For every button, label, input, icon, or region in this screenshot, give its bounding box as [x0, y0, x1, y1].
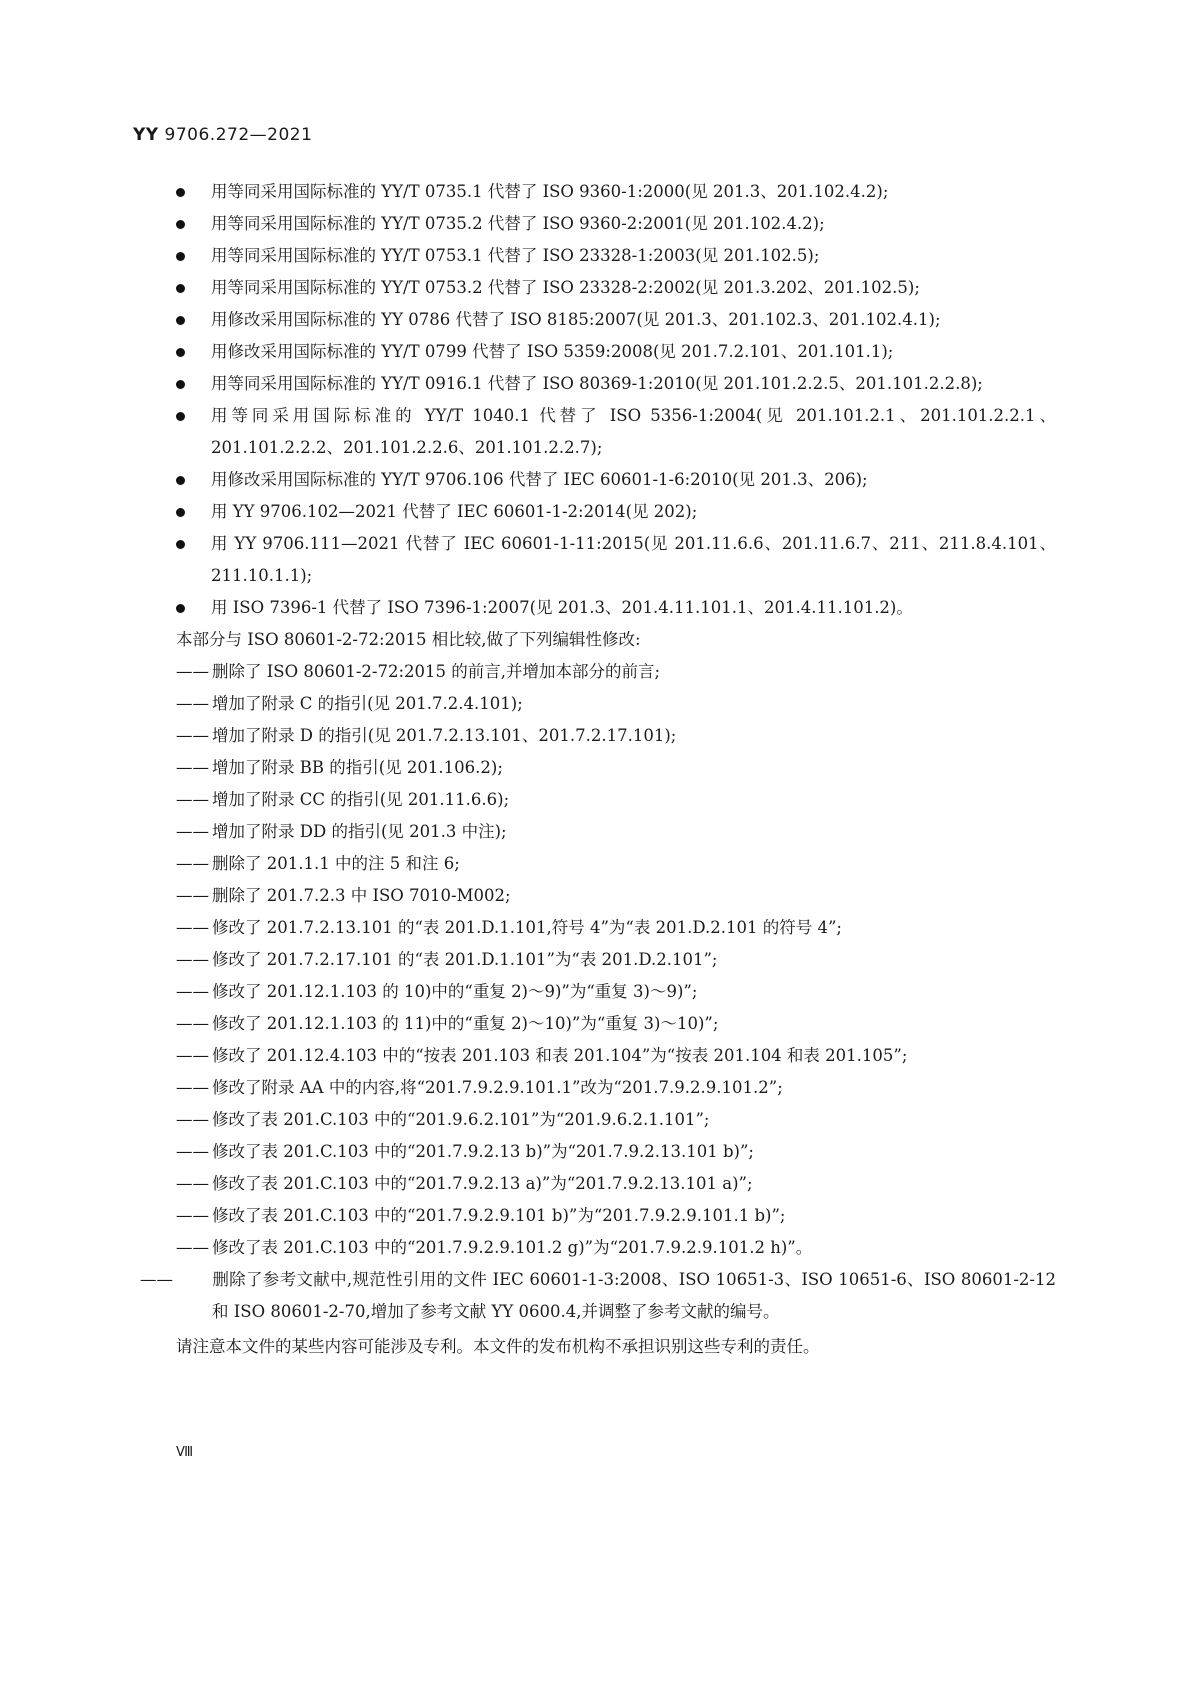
bullet-icon: [176, 412, 185, 421]
list-item: 用等同采用国际标准的 YY/T 1040.1 代替了 ISO 5356-1:2004(见 201.101.2.1、201.101.2.2.1、201.101.2.2.2、201.101.2.2.6、201.101.2.2.7);: [176, 400, 1056, 464]
list-item: —— 修改了表 201.C.103 中的“201.7.9.2.9.101 b)”为“201.7.9.2.9.101.1 b)”;: [176, 1200, 1056, 1232]
dash-mark: ——: [176, 950, 209, 969]
list-item: —— 修改了表 201.C.103 中的“201.9.6.2.101”为“201.9.6.2.1.101”;: [176, 1104, 1056, 1136]
bullet-icon: [176, 540, 185, 549]
page-body: [140, 176, 1056, 1364]
editorial-changes-list: [140, 656, 1056, 1328]
changes-intro: 本部分与 ISO 80601-2-72:2015 相比较,做了下列编辑性修改:: [176, 630, 641, 649]
bullet-icon: [176, 284, 185, 293]
bullet-icon: [176, 316, 185, 325]
dash-mark: ——: [176, 1014, 209, 1033]
dash-mark: ——: [176, 758, 209, 777]
dash-mark: ——: [176, 694, 209, 713]
list-item: —— 修改了附录 AA 中的内容,将“201.7.9.2.9.101.1”改为“201.7.9.2.9.101.2”;: [176, 1072, 1056, 1104]
dash-mark: ——: [176, 1078, 209, 1097]
list-item: —— 删除了 201.7.2.3 中 ISO 7010-M002;: [176, 880, 1056, 912]
list-item: —— 删除了参考文献中,规范性引用的文件 IEC 60601-1-3:2008、ISO 10651-3、ISO 10651-6、ISO 80601-2-12和 ISO 80601-2-70,增加了参考文献 YY 0600.4,并调整了参考文献的编号。: [176, 1264, 1056, 1328]
list-item: —— 增加了附录 DD 的指引(见 201.3 中注);: [176, 816, 1056, 848]
list-item: —— 增加了附录 D 的指引(见 201.7.2.13.101、201.7.2.17.101);: [176, 720, 1056, 752]
dash-mark: ——: [176, 886, 209, 905]
list-item: 用 ISO 7396-1 代替了 ISO 7396-1:2007(见 201.3、201.4.11.101.1、201.4.11.101.2)。: [176, 592, 1056, 624]
dash-mark: ——: [176, 726, 209, 745]
list-item: —— 修改了表 201.C.103 中的“201.7.9.2.13 a)”为“201.7.9.2.13.101 a)”;: [176, 1168, 1056, 1200]
list-item: —— 修改了 201.12.1.103 的 10)中的“重复 2)～9)”为“重复 3)～9)”;: [176, 976, 1056, 1008]
list-item: —— 修改了 201.12.1.103 的 11)中的“重复 2)～10)”为“重复 3)～10)”;: [176, 1008, 1056, 1040]
list-item: 用等同采用国际标准的 YY/T 0735.2 代替了 ISO 9360-2:2001(见 201.102.4.2);: [176, 208, 1056, 240]
list-item: —— 删除了 ISO 80601-2-72:2015 的前言,并增加本部分的前言;: [176, 656, 1056, 688]
dash-mark: ——: [176, 822, 209, 841]
list-item: —— 修改了 201.7.2.17.101 的“表 201.D.1.101”为“表 201.D.2.101”;: [176, 944, 1056, 976]
dash-mark: ——: [176, 918, 209, 937]
dash-mark: ——: [176, 1110, 209, 1129]
bullet-icon: [176, 380, 185, 389]
dash-mark: ——: [176, 662, 209, 681]
dash-mark: ——: [176, 854, 209, 873]
bullet-icon: [176, 508, 185, 517]
dash-mark: ——: [176, 790, 209, 809]
standard-number: 9706.272—2021: [164, 125, 313, 145]
replacement-list: [176, 176, 1056, 624]
bullet-icon: [176, 252, 185, 261]
list-item: 用修改采用国际标准的 YY 0786 代替了 ISO 8185:2007(见 201.3、201.102.3、201.102.4.1);: [176, 304, 1056, 336]
list-item: —— 修改了表 201.C.103 中的“201.7.9.2.9.101.2 g)”为“201.7.9.2.9.101.2 h)”。: [176, 1232, 1056, 1264]
list-item: —— 增加了附录 BB 的指引(见 201.106.2);: [176, 752, 1056, 784]
bullet-icon: [176, 220, 185, 229]
list-item: 用 YY 9706.111—2021 代替了 IEC 60601-1-11:2015(见 201.11.6.6、201.11.6.7、211、211.8.4.101、211.10.1.1);: [176, 528, 1056, 592]
list-item: 用等同采用国际标准的 YY/T 0753.1 代替了 ISO 23328-1:2003(见 201.102.5);: [176, 240, 1056, 272]
list-item: —— 修改了 201.12.4.103 中的“按表 201.103 和表 201.104”为“按表 201.104 和表 201.105”;: [176, 1040, 1056, 1072]
bullet-icon: [176, 604, 185, 613]
list-item: 用修改采用国际标准的 YY/T 0799 代替了 ISO 5359:2008(见 201.7.2.101、201.101.1);: [176, 336, 1056, 368]
bullet-icon: [176, 348, 185, 357]
list-item: 用 YY 9706.102—2021 代替了 IEC 60601-1-2:2014(见 202);: [176, 496, 1056, 528]
list-item: 用等同采用国际标准的 YY/T 0916.1 代替了 ISO 80369-1:2010(见 201.101.2.2.5、201.101.2.2.8);: [176, 368, 1056, 400]
page-number: Ⅷ: [176, 1445, 193, 1460]
standard-prefix: YY: [133, 125, 159, 145]
list-item: —— 增加了附录 C 的指引(见 201.7.2.4.101);: [176, 688, 1056, 720]
dash-mark: ——: [176, 1142, 209, 1161]
list-item: 用等同采用国际标准的 YY/T 0753.2 代替了 ISO 23328-2:2002(见 201.3.202、201.102.5);: [176, 272, 1056, 304]
dash-mark: ——: [176, 1206, 209, 1225]
list-item: —— 增加了附录 CC 的指引(见 201.11.6.6);: [176, 784, 1056, 816]
list-item: 用等同采用国际标准的 YY/T 0735.1 代替了 ISO 9360-1:2000(见 201.3、201.102.4.2);: [176, 176, 1056, 208]
bullet-icon: [176, 188, 185, 197]
bullet-icon: [176, 476, 185, 485]
list-item: —— 修改了 201.7.2.13.101 的“表 201.D.1.101,符号 4”为“表 201.D.2.101 的符号 4”;: [176, 912, 1056, 944]
dash-mark: ——: [176, 982, 209, 1001]
document-header: [133, 125, 312, 145]
list-item: —— 修改了表 201.C.103 中的“201.7.9.2.13 b)”为“201.7.9.2.13.101 b)”;: [176, 1136, 1056, 1168]
patent-note: 请注意本文件的某些内容可能涉及专利。本文件的发布机构不承担识别这些专利的责任。: [176, 1337, 820, 1356]
dash-mark: ——: [140, 1270, 173, 1289]
dash-mark: ——: [176, 1046, 209, 1065]
dash-mark: ——: [176, 1174, 209, 1193]
list-item: 用修改采用国际标准的 YY/T 9706.106 代替了 IEC 60601-1-6:2010(见 201.3、206);: [176, 464, 1056, 496]
dash-mark: ——: [176, 1238, 209, 1257]
list-item: —— 删除了 201.1.1 中的注 5 和注 6;: [176, 848, 1056, 880]
